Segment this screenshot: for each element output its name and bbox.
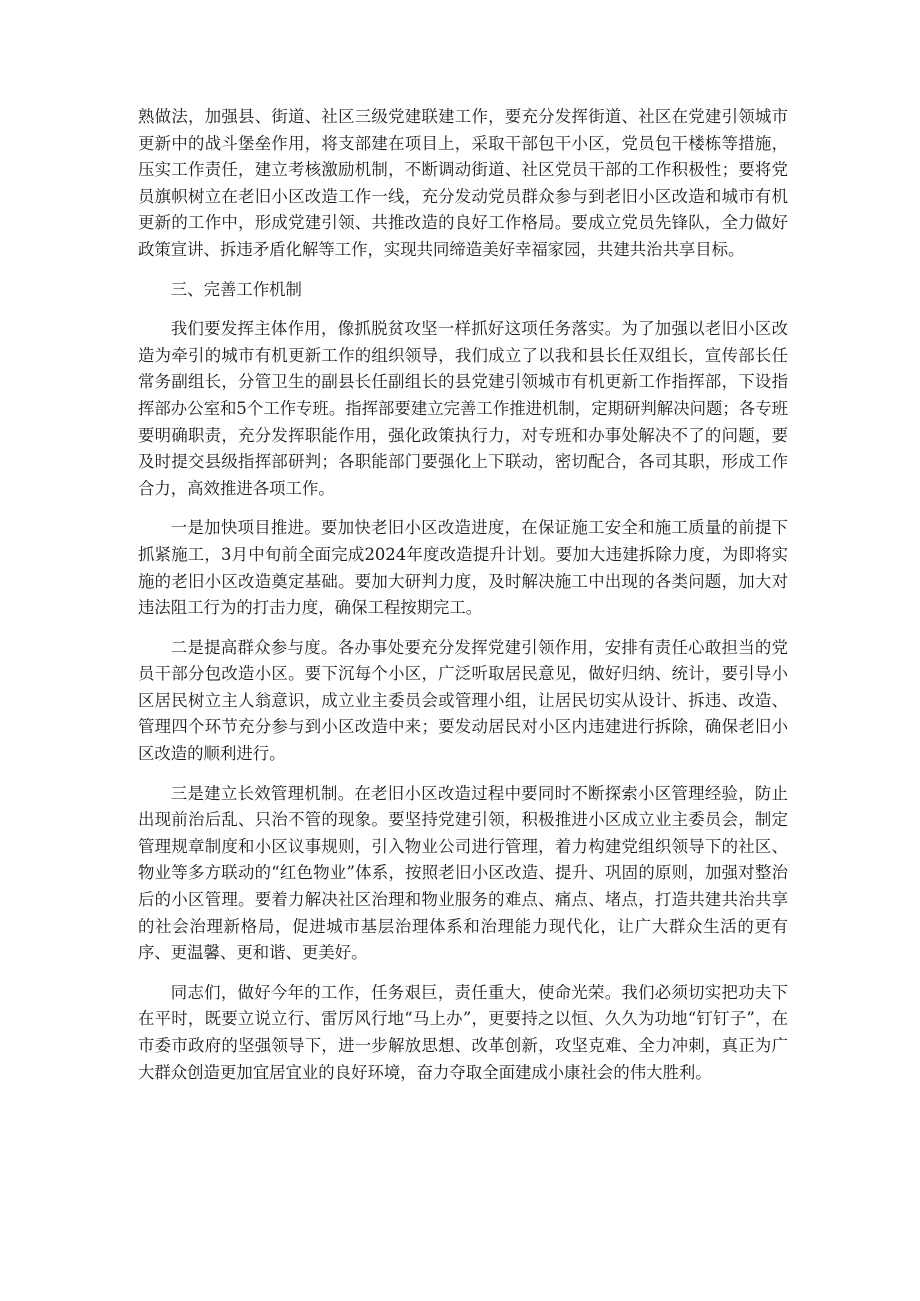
paragraph-closing: 同志们，做好今年的工作，任务艰巨，责任重大，使命光荣。我们必须切实把功夫下在平时，既要立说立行、雷厉风行地“马上办”，更要持之以恒、久久为功地“钉钉子”，在市委市政府的坚强领导下，进一步解放思想、改革创新，攻坚克难、全力冲刺，真正为广大群众创造更加宜居宜业的良好环境，奋力夺取全面建成小康社会的伟大胜利。 xyxy=(138,982,788,1082)
paragraph-mechanism: 我们要发挥主体作用，像抓脱贫攻坚一样抓好这项任务落实。为了加强以老旧小区改造为牵引的城市有机更新工作的组织领导，我们成立了以我和县长任双组长，宣传部长任常务副组长，分管卫生的副县长任副组长的县党建引领城市有机更新工作指挥部，下设指挥部办公室和5个工作专班。指挥部要建立完善工作推进机制，定期研判解决问题；各专班要明确职责，充分发挥职能作用，强化政策执行力，对专班和办事处解决不了的问题，要及时提交县级指挥部研判；各职能部门要强化上下联动，密切配合，各司其职，形成工作合力，高效推进各项工作。 xyxy=(138,319,788,498)
paragraph-public-participation: 二是提高群众参与度。各办事处要充分发挥党建引领作用，安排有责任心敢担当的党员干部分包改造小区。要下沉每个小区，广泛听取居民意见，做好归纳、统计，要引导小区居民树立主人翁意识，成立业主委员会或管理小组，让居民切实从设计、拆违、改造、管理四个环节充分参与到小区改造中来；要发动居民对小区内违建进行拆除，确保老旧小区改造的顺利进行。 xyxy=(138,637,788,764)
paragraph-project-progress: 一是加快项目推进。要加快老旧小区改造进度，在保证施工安全和施工质量的前提下抓紧施工，3月中旬前全面完成2024年度改造提升计划。要加大违建拆除力度，为即将实施的老旧小区改造奠定基础。要加大研判力度，及时解决施工中出现的各类问题，加大对违法阻工行为的打击力度，确保工程按期完工。 xyxy=(138,518,788,618)
paragraph-long-term-management: 三是建立长效管理机制。在老旧小区改造过程中要同时不断探索小区管理经验，防止出现前治后乱、只治不管的现象。要坚持党建引领，积极推进小区成立业主委员会，制定管理规章制度和小区议事规则，引入物业公司进行管理，着力构建党组织领导下的社区、物业等多方联动的“红色物业”体系，按照老旧小区改造、提升、巩固的原则，加强对整治后的小区管理。要着力解决社区治理和物业服务的难点、痛点、堵点，打造共建共治共享的社会治理新格局，促进城市基层治理体系和治理能力现代化，让广大群众生活的更有序、更温馨、更和谐、更美好。 xyxy=(138,783,788,963)
section-heading: 三、完善工作机制 xyxy=(170,279,302,299)
document-body xyxy=(138,104,788,1099)
paragraph-continuation: 熟做法，加强县、街道、社区三级党建联建工作，要充分发挥街道、社区在党建引领城市更新中的战斗堡垒作用，将支部建在项目上，采取干部包干小区，党员包干楼栋等措施，压实工作责任，建立考核激励机制，不断调动街道、社区党员干部的工作积极性；要将党员旗帜树立在老旧小区改造工作一线，充分发动党员群众参与到老旧小区改造和城市有机更新的工作中，形成党建引领、共推改造的良好工作格局。要成立党员先锋队，全力做好政策宣讲、拆违矛盾化解等工作，实现共同缔造美好幸福家园，共建共治共享目标。 xyxy=(138,107,788,259)
